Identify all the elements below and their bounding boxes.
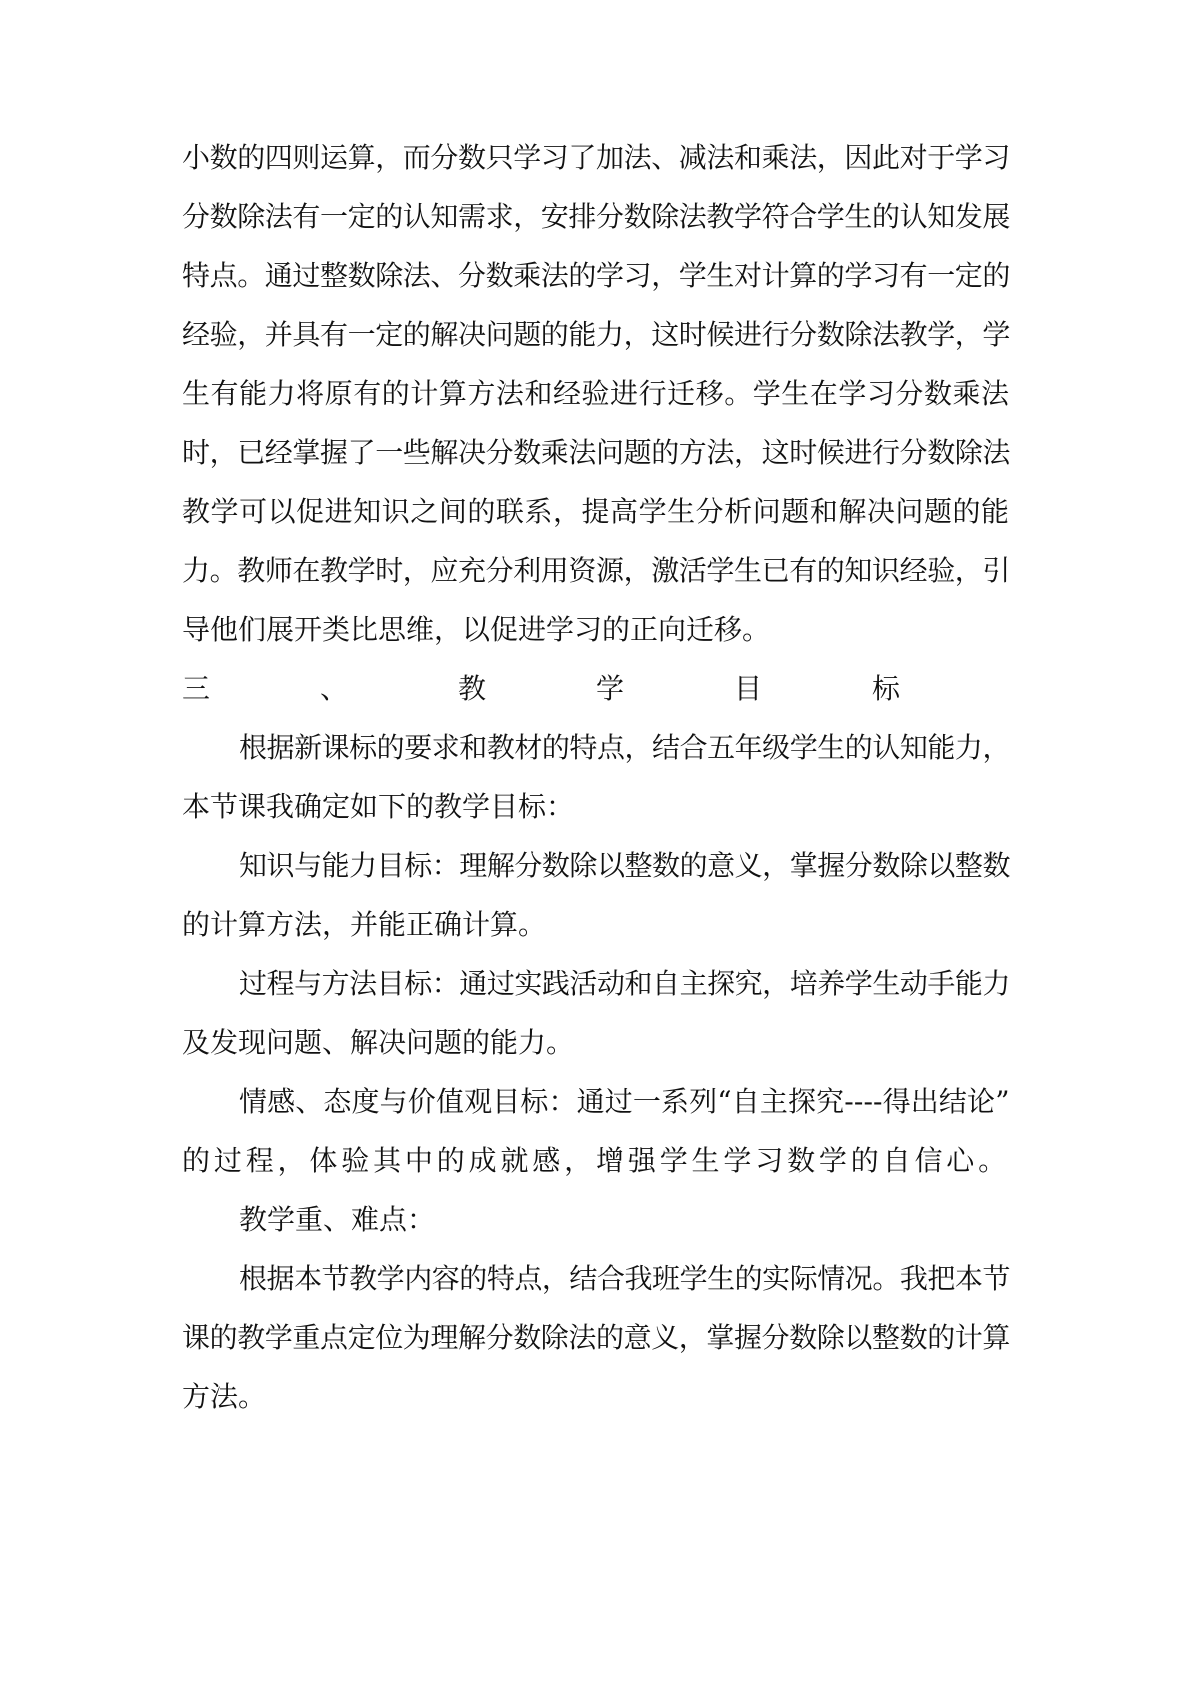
paragraph-start: 根据本节教学内容的特点，结合我班学生的实际情况。我把本节 — [239, 1262, 1011, 1295]
text-line: 的计算方法，并能正确计算。 — [182, 908, 547, 941]
text-line: 分数除法有一定的认知需求，安排分数除法教学符合学生的认知发展 — [182, 200, 1011, 233]
text-line: 力。教师在教学时，应充分利用资源，激活学生已有的知识经验，引 — [182, 554, 1011, 587]
text-line: 生有能力将原有的计算方法和经验进行迁移。学生在学习分数乘法 — [182, 377, 1010, 410]
text-line: 本节课我确定如下的教学目标： — [182, 790, 575, 823]
text-line: 的过程，体验其中的成就感，增强学生学习数学的自信心。 — [182, 1144, 1011, 1177]
text-line: 时，已经掌握了一些解决分数乘法问题的方法，这时候进行分数除法 — [182, 436, 1011, 469]
text-line: 导他们展开类比思维，以促进学习的正向迁移。 — [182, 613, 771, 646]
subheading: 教学重、难点： — [239, 1203, 436, 1236]
text-line: 教学可以促进知识之间的联系，提高学生分析问题和解决问题的能 — [182, 495, 1010, 528]
paragraph-start: 根据新课标的要求和教材的特点，结合五年级学生的认知能力， — [239, 731, 1011, 764]
paragraph-start: 过程与方法目标：通过实践活动和自主探究，培养学生动手能力 — [239, 967, 1011, 1000]
text-line: 小数的四则运算，而分数只学习了加法、减法和乘法，因此对于学习 — [182, 141, 1011, 174]
text-line: 及发现问题、解决问题的能力。 — [182, 1026, 575, 1059]
text-line: 经验，并具有一定的解决问题的能力，这时候进行分数除法教学，学 — [182, 318, 1011, 351]
paragraph-start: 知识与能力目标：理解分数除以整数的意义，掌握分数除以整数 — [239, 849, 1011, 882]
text-line: 课的教学重点定位为理解分数除法的意义，掌握分数除以整数的计算 — [182, 1321, 1011, 1354]
text-line: 方法。 — [182, 1380, 267, 1413]
section-heading: 三、教学目标 — [182, 672, 1011, 705]
paragraph-start: 情感、态度与价值观目标：通过一系列“自主探究----得出结论” — [239, 1085, 1010, 1118]
text-line: 特点。通过整数除法、分数乘法的学习，学生对计算的学习有一定的 — [182, 259, 1011, 292]
